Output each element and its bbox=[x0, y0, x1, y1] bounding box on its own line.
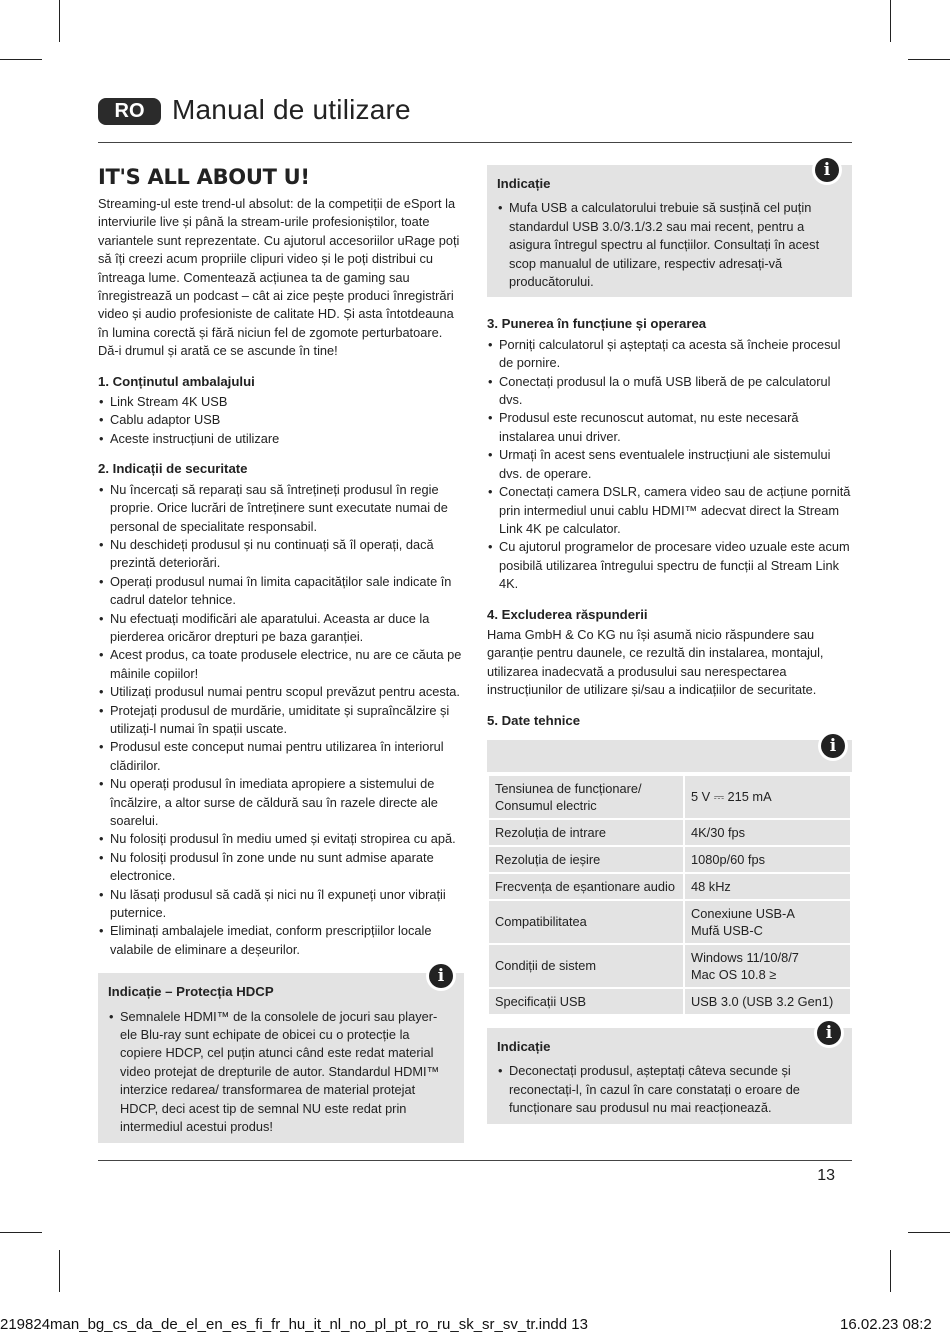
list-item: • Urmați în acest sens eventualele instrucțiuni ale sistemului dvs. de operare. bbox=[487, 446, 852, 483]
print-slug-filename: 219824man_bg_cs_da_de_el_en_es_fi_fr_hu_it_nl_no_pl_pt_ro_ru_sk_sr_sv_tr.indd 13 bbox=[0, 1316, 588, 1333]
table-cell-value: 1080p/60 fps bbox=[684, 846, 851, 873]
disclaimer-paragraph: Hama GmbH & Co KG nu își asumă nicio răspundere sau garanție pentru daunele, ce rezultă din instalarea, montajul, utilizarea inadecvată a produsului sau nerespectarea instrucțiunilor de utilizare și/sau a indicațiilor de securitate. bbox=[487, 626, 824, 698]
note-list bbox=[487, 1062, 852, 1123]
table-cell-value: USB 3.0 (USB 3.2 Gen1) bbox=[684, 988, 851, 1015]
list-item: • Nu operați produsul în imediata apropiere a sistemului de încălzire, a altor surse de căldură sau în razele directe ale soarelui. bbox=[98, 775, 464, 830]
list-item: • Nu efectuați modificări ale aparatului. Aceasta ar duce la pierderea oricăror drepturi pe baza garanției. bbox=[98, 610, 464, 647]
info-icon: i bbox=[818, 731, 848, 761]
note-title: Indicație – Protecția HDCP bbox=[108, 984, 274, 1000]
info-icon: i bbox=[812, 155, 842, 185]
table-cell-key: Condiții de sistem bbox=[488, 944, 684, 988]
list-item: • Mufa USB a calculatorului trebuie să susțină cel puțin standardul USB 3.0/3.1/3.2 sau mai recent, pentru a asigura întregul spectru al funcțiilor. Consultați în acest scop manualul de utilizare, respectiv adresați-vă producătorului. bbox=[497, 199, 842, 291]
footer-rule bbox=[98, 1160, 852, 1161]
table-cell-key: Specificații USB bbox=[488, 988, 684, 1015]
brand-heading: IT'S ALL ABOUT U! bbox=[98, 165, 310, 189]
technical-data-table bbox=[487, 774, 852, 1016]
operation-list bbox=[487, 336, 852, 594]
page-header bbox=[98, 92, 852, 142]
crop-mark bbox=[59, 0, 60, 42]
header-rule bbox=[98, 142, 852, 143]
package-contents-list bbox=[98, 393, 464, 448]
safety-list bbox=[98, 481, 464, 960]
crop-mark bbox=[0, 1232, 42, 1233]
left-column bbox=[98, 165, 464, 1143]
table-cell-value: 48 kHz bbox=[684, 873, 851, 900]
list-item: • Nu folosiți produsul în zone unde nu sunt admise aparate electronice. bbox=[98, 849, 464, 886]
list-item: • Operați produsul numai în limita capacităților sale indicate în cadrul datelor tehnice. bbox=[98, 573, 464, 610]
table-row bbox=[488, 944, 851, 988]
list-item: • Cablu adaptor USB bbox=[98, 411, 464, 429]
right-column bbox=[487, 160, 852, 1124]
table-cell-key: Rezoluția de intrare bbox=[488, 819, 684, 846]
technical-data-header-bar bbox=[487, 735, 852, 772]
note-title: Indicație bbox=[497, 176, 551, 191]
list-item: • Conectați camera DSLR, camera video sau de acțiune pornită prin intermediul unui cablu HDMI™ adecvat direct la Stream Link 4K pe calculator. bbox=[487, 483, 852, 538]
intro-paragraph: Streaming-ul este trend-ul absolut: de la competiții de eSport la interviurile live și până la stream-urile profesioniștilor, toate variantele sunt reprezentate. Cu ajutorul accesoriilor uRage poți să îți creezi acum propriile clipuri video și le poți distribui cu întreaga lume. Comentează acțiunea ta de gaming sau înregistrează un podcast – cât ai zice pește produci înregistrări video și audio profesioniste de calitate HD. Și asta întotdeauna în lumina corectă și fără niciun fel de zgomote perturbatoare. Dă-i drumul și arată ce se ascunde în tine! bbox=[98, 196, 460, 359]
list-item: • Cu ajutorul programelor de procesare video uzuale este acum posibilă utilizarea întregului spectru de funcții al Stream Link 4K. bbox=[487, 538, 852, 593]
table-row bbox=[488, 819, 851, 846]
document-title: Manual de utilizare bbox=[172, 94, 411, 125]
section-title-technical-data: 5. Date tehnice bbox=[487, 712, 581, 728]
table-row bbox=[488, 846, 851, 873]
table-cell-value: 4K/30 fps bbox=[684, 819, 851, 846]
crop-mark bbox=[908, 1232, 950, 1233]
table-cell-key: Frecvența de eșantionare audio bbox=[488, 873, 684, 900]
crop-mark bbox=[0, 59, 42, 60]
list-item: • Conectați produsul la o mufă USB liberă de pe calculatorul dvs. bbox=[487, 373, 852, 410]
table-row bbox=[488, 988, 851, 1015]
section-title-disclaimer: 4. Excluderea răspunderii bbox=[487, 606, 648, 622]
usb-note-box bbox=[487, 160, 852, 297]
section-title-safety: 2. Indicații de securitate bbox=[98, 461, 248, 477]
print-slug-date: 16.02.23 08:2 bbox=[840, 1316, 932, 1333]
note-list bbox=[98, 1008, 464, 1143]
list-item: • Link Stream 4K USB bbox=[98, 393, 464, 411]
note-title: Indicație bbox=[497, 1038, 551, 1054]
table-cell-value: Windows 11/10/8/7 Mac OS 10.8 ≥ bbox=[684, 944, 851, 988]
section-title-operation: 3. Punerea în funcțiune și operarea bbox=[487, 316, 707, 332]
list-item: • Nu folosiți produsul în mediu umed și evitați stropirea cu apă. bbox=[98, 830, 464, 848]
table-cell-key: Tensiunea de funcționare/ Consumul electric bbox=[488, 775, 684, 819]
list-item: • Protejați produsul de murdărie, umiditate și supraîncălzire și utilizați-l numai în spații uscate. bbox=[98, 702, 464, 739]
crop-mark bbox=[908, 59, 950, 60]
section-title-package-contents: 1. Conținutul ambalajului bbox=[98, 373, 255, 389]
list-item: • Nu lăsați produsul să cadă și nici nu îl expuneți unor vibrații puternice. bbox=[98, 886, 464, 923]
page-number: 13 bbox=[817, 1167, 835, 1184]
list-item: • Eliminați ambalajele imediat, conform prescripțiilor locale valabile de eliminare a deșeurilor. bbox=[98, 922, 464, 959]
info-icon: i bbox=[426, 961, 456, 991]
reconnect-note-box bbox=[487, 1022, 852, 1124]
list-item: • Nu deschideți produsul și nu continuați să îl operați, dacă prezintă deteriorări. bbox=[98, 536, 464, 573]
list-item: • Porniți calculatorul și așteptați ca acesta să încheie procesul de pornire. bbox=[487, 336, 852, 373]
list-item: • Deconectați produsul, așteptați câteva secunde și reconectați-l, în cazul în care constatați o eroare de funcționare sau produsul nu mai reacționează. bbox=[497, 1062, 842, 1117]
list-item: • Semnalele HDMI™ de la consolele de jocuri sau player-ele Blu-ray sunt echipate de obicei cu o protecție la copiere HDCP, cel puțin atunci când este redat material video protejat de drepturile de autor. Standardul HDMI™ interzice redarea/ transformarea de material protejat HDCP, deci acest tip de semnal NU este redat prin intermediul acestui produs! bbox=[108, 1008, 454, 1137]
list-item: • Produsul este conceput numai pentru utilizarea în interiorul clădirilor. bbox=[98, 738, 464, 775]
table-row bbox=[488, 873, 851, 900]
hdcp-note-box bbox=[98, 966, 464, 1142]
table-row bbox=[488, 900, 851, 944]
list-item: • Nu încercați să reparați sau să întrețineți produsul în regie proprie. Orice lucrări de întreținere sunt executate numai de personal de specialitate responsabil. bbox=[98, 481, 464, 536]
language-badge: RO bbox=[98, 98, 161, 125]
info-icon: i bbox=[814, 1018, 844, 1048]
note-list bbox=[487, 199, 852, 297]
crop-mark bbox=[59, 1250, 60, 1292]
table-cell-value: 5 V ⎓ 215 mA bbox=[684, 775, 851, 819]
list-item: • Utilizați produsul numai pentru scopul prevăzut pentru acesta. bbox=[98, 683, 464, 701]
table-cell-key: Rezoluția de ieșire bbox=[488, 846, 684, 873]
list-item: • Acest produs, ca toate produsele electrice, nu are ce căuta pe mâinile copiilor! bbox=[98, 646, 464, 683]
table-cell-key: Compatibilitatea bbox=[488, 900, 684, 944]
table-cell-value: Conexiune USB-A Mufă USB-C bbox=[684, 900, 851, 944]
crop-mark bbox=[890, 1250, 891, 1292]
list-item: • Aceste instrucțiuni de utilizare bbox=[98, 430, 464, 448]
table-row bbox=[488, 775, 851, 819]
list-item: • Produsul este recunoscut automat, nu este necesară instalarea unui driver. bbox=[487, 409, 852, 446]
crop-mark bbox=[890, 0, 891, 42]
